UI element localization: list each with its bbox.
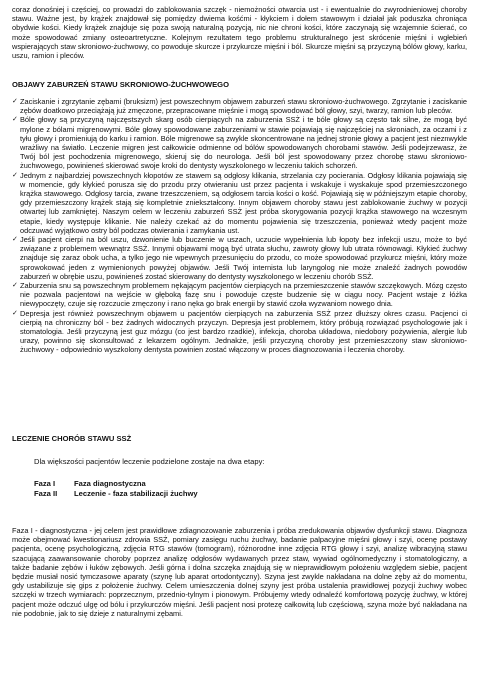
list-item: ✓ Zaburzenia snu są powszechnym problemem nękającym pacjentów cierpiących na przemieszczenie stawów szczękowych. Mózg często nie pozwala pacjentowi na wejście w głęboką fazę snu i powoduje częste budzenie się w ciągu nocy. Pacjent wstaje z łóżka niewypoczęty, czuje się rozczucie zmęczony i rano nęka go brak energii by stawić czoła wyzwaniom nowego dnia. <box>12 281 467 309</box>
checkmark-icon: ✓ <box>12 116 18 124</box>
phase-row <box>34 489 198 499</box>
list-item: ✓ Jednym z najbardziej powszechnych kłopotów ze stawem są odgłosy klikania, strzelania czy pocierania. Odgłosy klikania pojawiają się w momencie, gdy kłykieć porusza się do przodu przy otwieraniu ust przez pacjenta i wskakuje i wyskakuje spod przemieszczonego krążka stawowego. Odgłosy tarcia, zwane trzeszczeniem, są odgłosem tarcia kości o kość. Pojawiają się w późniejszym etapie choroby, gdy przemieszczony krążek stają się kompletnie zniekształcony. Innym objawem choroby stawu jest zablokowanie żuchwy w pozycji otwartej lub zamkniętej. Naszym celem w leczeniu zaburzeń SSŻ jest próba skorygowania pozycji krążka stawowego na wczesnym etapie, kiedy występuje klikanie. Nie należy czekać aż do momentu pojawienia się trzeszczenia, ponieważ wtedy pacjent może odczuwać wyjątkowo ostry ból podczas otwierania i zamykania ust. <box>12 170 467 235</box>
phases-table <box>34 479 198 498</box>
phase-name: Leczenie - faza stabilizacji żuchwy <box>74 488 198 498</box>
checkmark-icon: ✓ <box>12 236 18 244</box>
phase-label: Faza I <box>34 479 56 488</box>
treatment-intro: Dla większości pacjentów leczenie podzielone zostaje na dwa etapy: <box>34 457 265 466</box>
section-heading-symptoms: OBJAWY ZABURZEŃ STAWU SKRONIOWO-ŻUCHWOWEGO <box>12 80 229 89</box>
checkmark-icon: ✓ <box>12 309 18 317</box>
intro-paragraph <box>12 5 467 60</box>
list-item: ✓ Bóle głowy są przyczyną najczęstszych skarg osób cierpiących na zaburzenia SSŻ i te bóle głowy są często tak silne, że mogą być mylone z bólami migrenowymi. Bóle głowy spowodowane zaburzeniami w stawie pojawiają się najczęściej na skroniach, za oczami i z tyłu głowy i promieniują do karku i ramion. Bóle migrenowe są zwykle skoncentrowane na jednej stronie głowy a pacjent jest nieznwykle wrażliwy na światło. Leczenie migren jest całkowicie odmienne od bólów spowodowanych chorobami stawów. Jeśli podejrzewasz, że Twój ból jest pochodzenia migrenowego, skieruj się do neurologa. Jeśli ból jest spowodowany przez chorobę stawu skroniowo-żuchwowego, powinieneś skierować swoje kroki do dentysty wyszkolonego w leczeniu takich schorzeń. <box>12 115 467 171</box>
phase-row <box>34 479 198 489</box>
symptoms-list <box>12 97 467 355</box>
list-item: ✓ Jeśli pacjent cierpi na ból uszu, dzwonienie lub buczenie w uszach, uczucie wypełnienia lub łopoty bez infekcji uszu, może to być związane z problemem wewnątrz SSŻ. Innymi objawami mogą być utrata słuchu, zawroty głowy lub utrata równowagi. Kłykieć żuchwy znajduje się zaraz obok ucha, a tylko jego nie wpewnych przesunięciu do przodu, co może spowodować przykurcz mięśni, który może sprowokować jeden z wymienionych powyżej objawów. Jeśli Twój internista lub laryngolog nie może znaleźć żadnych powodów zaburzeń w obrębie uszu, powinieneś zostać skierowany do dentysty wyszkolonego w leczeniu chorób SSŻ. <box>12 235 467 281</box>
checkmark-icon: ✓ <box>12 98 18 105</box>
list-item: ✓ Zaciskanie i zgrzytanie zębami (bruksizm) jest powszechnym objawem zaburzeń stawu skroniowo-żuchwowego. Zgrzytanie i zaciskanie zębów doatkowo przeciążają już zmęczone, przepracowane mięśnie i mogą spowodować ból głowy, szyi, twarzy, ramion lub pleców. <box>12 97 467 116</box>
list-item: ✓ Depresja jest również powszechnym objawem u pacjentów cierpiących na zaburzenia SSŻ przez dłuższy okres czasu. Pacjenci ci cierpią na chroniczny ból - bez żadnych widocznych przyczyn. Depresja jest problemem, który próbują rozwiązać psychologowie jak i stomatologia. Jeśli przyczyną jest guz mózgu (co jest bardzo rzadkie), infekcja, choroba układowa, niedobory pożywienia, alergie lub urazy, powinno się skonsultować z lekarzem ogólnym. Jednakże, jeśli przyczyną choroby jest przemieszczony staw skroniowo-żuchwowy - odpowiednio wyszkolony dentysta powinien zostać włączony w proces diagnozowania i leczenia choroby. <box>12 308 467 355</box>
checkmark-icon: ✓ <box>12 282 18 290</box>
phase-one-paragraph <box>12 526 467 618</box>
phase-name: Faza diagnostyczna <box>74 479 146 488</box>
section-heading-treatment: LECZENIE CHORÓB STAWU SSŻ <box>12 434 132 443</box>
bottom-paragraph-text: Faza I - diagnostyczna - jej celem jest prawidłowe zdiagnozowanie zaburzenia i próba zredukowania objawów dysfunkcji stawu. Diagnoza może obejmować kwestionariusz zdrowia SSŻ, pomiary zasięgu ruchu żuchwy, badanie palpacyjne mięśni głowy i szyi, ocenę postawy pacjenta, ocenę psychologiczną, zdjęcia RTG stawów (tomogram), różnorodne inne zdjęcia RTG głowy i szyi, analizę wibracyjną stawu szacującą zaawansowanie choroby poprzez analizę odgłosów wydawanych przez staw, wywiad ogólnomedyczny i stomatologiczny, a także badanie zębów i łuków zębowych. Jeśli górna i dolna szczęka znajdują się w nieprawidłowym położeniu względem siebie, pacjent będzie musiał nosić tymczasowe aparaty (szynę lub aparat ortodontyczny). Szyna jest zwykle nakładana na dolne zęby aż do momentu, gdy ustabilizuje się gips z położenie żuchwy. Celem umieszczenia dolnej szyny jest próba ustalenia prawidłowej pozycji żuchwy wobec szczęki w trzech wymiarach: poprzecznym, przednio-tylnym i pionowym. Próbujemy wtedy odnaleźć komfortową pozycję żuchwy, w której pacjent może odczuć ulgę od bólu i przykurczów mięśni. Jeśli pacjent nosi protezę całkowitą lub częściową, szyna może być nakładana na nie podobnie, jak to się dzieje z naturalnymi zębami. <box>12 526 467 618</box>
phase-label: Faza II <box>34 488 58 498</box>
top-paragraph-text: coraz donośniej i częściej, co prowadzi do zablokowania szczęk - niemożności otwarcia ust - i ewentualnie do zwyrodnieniowej choroby stawu. Ważne jest, by krążek znajdował się pomiędzy dwiema kośćmi - kłykciem i dołem stawowym i działał jak poduszka chroniąca obydwie kości. Kiedy krążek znajduje się poza swoją naturalną pozycją, nic nie chroni kości, które zaczynają się wzajemnie ścierać, co może spowodować zmiany osteoartretyczne. Kolejnym rezultatem tego problemu strukturalnego jest skrócenie mięśni i wgłebień wspierających staw skroniowo-żuchwowy, co powoduje skurcze i przykurcze mięśni i ból. Skurcze mięśni są przyczyną bólów głowy, karku, uszu, ramion i pleców. <box>12 5 467 61</box>
checkmark-icon: ✓ <box>12 171 18 179</box>
